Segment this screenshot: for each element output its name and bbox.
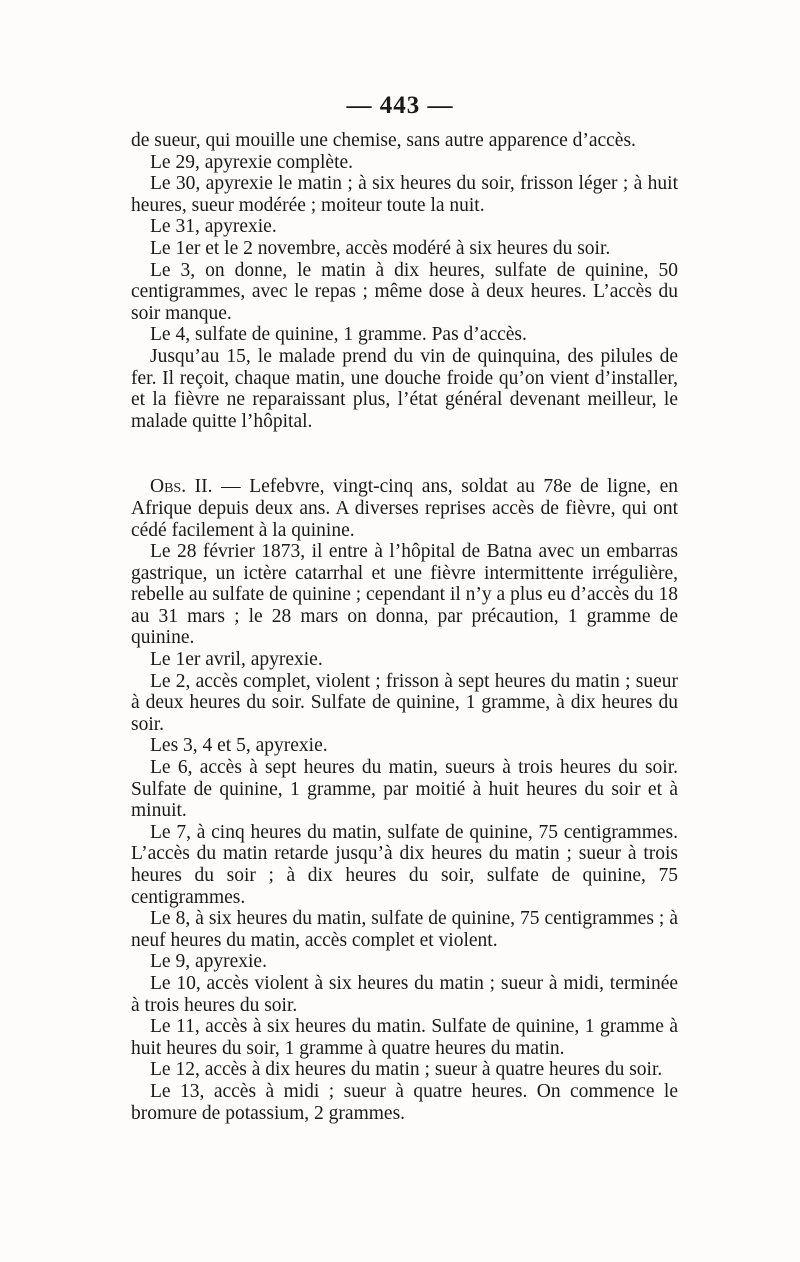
paragraph: Le 2, accès complet, violent ; frisson à sept heures du matin ; sueur à deux heures du soir. Sulfate de quinine, 1 gramme, à dix heures du soir.: [131, 670, 678, 735]
paragraph: Le 31, apyrexie.: [150, 216, 277, 238]
page-text: [131, 130, 678, 1124]
page-number: — 443 —: [346, 92, 454, 119]
paragraph: Le 4, sulfate de quinine, 1 gramme. Pas d’accès.: [150, 324, 527, 346]
paragraph: de sueur, qui mouille une chemise, sans autre apparence d’accès.: [131, 130, 636, 151]
paragraph: Le 29, apyrexie complète.: [150, 151, 354, 173]
paragraph: Le 30, apyrexie le matin ; à six heures du soir, frisson léger ; à huit heures, sueur modérée ; moiteur toute la nuit.: [131, 173, 678, 216]
paragraph: Le 1er avril, apyrexie.: [150, 649, 323, 671]
paragraph: Les 3, 4 et 5, apyrexie.: [150, 735, 328, 757]
paragraph: Le 7, à cinq heures du matin, sulfate de quinine, 75 centigrammes. L’accès du matin retarde jusqu’à dix heures du matin ; sueur à trois heures du soir ; à dix heures du soir, sulfate de quinine, 75 centigrammes.: [131, 821, 678, 908]
paragraph: Le 8, à six heures du matin, sulfate de quinine, 75 centigrammes ; à neuf heures du matin, accès complet et violent.: [131, 908, 678, 951]
paragraph: Jusqu’au 15, le malade prend du vin de quinquina, des pilules de fer. Il reçoit, chaque matin, une douche froide qu’on vient d’installer, et la fièvre ne reparaissant plus, l’état général devenant meilleur, le malade quitte l’hôpital.: [131, 345, 678, 432]
observation-intro: — Lefebvre, vingt-cinq ans, soldat au 78e de ligne, en Afrique depuis deux ans. A diverses reprises accès de fièvre, qui ont cédé facilement à la quinine.: [131, 476, 679, 541]
observation-label: Obs. II.: [150, 476, 213, 498]
paragraph: Le 13, accès à midi ; sueur à quatre heures. On commence le bromure de potassium, 2 grammes.: [131, 1080, 678, 1124]
paragraph: Le 11, accès à six heures du matin. Sulfate de quinine, 1 gramme à huit heures du soir, 1 gramme à quatre heures du matin.: [131, 1016, 678, 1059]
paragraph: Le 12, accès à dix heures du matin ; sueur à quatre heures du soir.: [150, 1059, 663, 1081]
section-gap: [131, 432, 678, 476]
paragraph: Le 1er et le 2 novembre, accès modéré à six heures du soir.: [150, 237, 611, 259]
paragraph: Le 6, accès à sept heures du matin, sueurs à trois heures du soir. Sulfate de quinine, 1 gramme, par moitié à huit heures du soir et à minuit.: [131, 757, 678, 822]
paragraph: Le 28 février 1873, il entre à l’hôpital de Batna avec un embarras gastrique, un ictère catarrhal et une fièvre intermittente irrégulière, rebelle au sulfate de quinine ; cependant il n’y a plus eu d’accès du 18 au 31 mars ; le 28 mars on donna, par précaution, 1 gramme de quinine.: [131, 541, 678, 649]
paragraph: Le 9, apyrexie.: [150, 951, 267, 973]
observation-heading-paragraph: [131, 476, 678, 541]
paragraph: Le 3, on donne, le matin à dix heures, sulfate de quinine, 50 centigrammes, avec le repas ; même dose à deux heures. L’accès du soir manque.: [131, 259, 678, 324]
paragraph: Le 10, accès violent à six heures du matin ; sueur à midi, terminée à trois heures du soir.: [131, 972, 678, 1016]
